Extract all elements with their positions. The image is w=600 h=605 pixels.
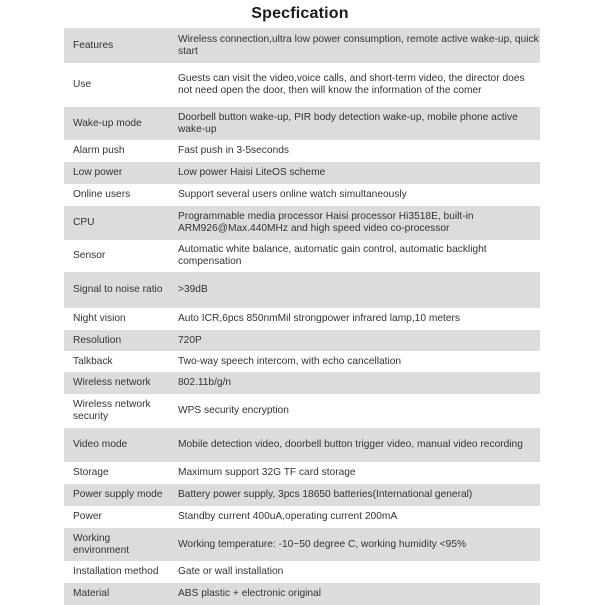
table-row [64,462,540,484]
row-label: Night vision [64,308,168,330]
table-row [64,162,540,184]
row-label: Video mode [64,428,168,462]
row-label: Storage [64,462,168,484]
table-row [64,330,540,351]
table-row [64,107,540,140]
row-label: CPU [64,206,168,240]
row-value: Support several users online watch simultaneously [168,184,540,206]
table-row [64,528,540,561]
table-row [64,484,540,506]
row-value: Gate or wall installation [168,561,540,583]
row-value: 720P [168,330,540,351]
row-value: ABS plastic + electronic original [168,583,540,605]
row-label: Power supply mode [64,484,168,506]
table-row [64,428,540,462]
table-row [64,240,540,272]
table-row [64,561,540,583]
row-value: Working temperature: -10~50 degree C, working humidity <95% [168,528,540,561]
row-value: 802.11b/g/n [168,372,540,394]
table-row [64,28,540,63]
row-label: Features [64,28,168,63]
row-label: Alarm push [64,140,168,162]
row-value: Standby current 400uA,operating current 200mA [168,506,540,528]
row-label: Online users [64,184,168,206]
row-value: Battery power supply, 3pcs 18650 batteries(International general) [168,484,540,506]
row-value: Doorbell button wake-up, PIR body detection wake-up, mobile phone active wake-up [168,107,540,140]
row-label: Wireless network [64,372,168,394]
row-label: Talkback [64,351,168,372]
row-value: >39dB [168,272,540,308]
table-row [64,206,540,240]
table-row [64,184,540,206]
row-value: Mobile detection video, doorbell button trigger video, manual video recording [168,428,540,462]
row-label: Wireless network security [64,394,168,428]
table-row [64,308,540,330]
table-row [64,351,540,372]
row-value: Automatic white balance, automatic gain control, automatic backlight compensation [168,240,540,272]
row-label: Power [64,506,168,528]
row-value: Guests can visit the video,voice calls, and short-term video, the director does not need open the door, then will know the information of the comer [168,63,540,107]
table-row [64,140,540,162]
row-value: Fast push in 3-5seconds [168,140,540,162]
row-value: Programmable media processor Haisi processor Hi3518E, built-in ARM926@Max.440MHz and high speed video co-processor [168,206,540,240]
row-value: Low power Haisi LiteOS scheme [168,162,540,184]
row-label: Signal to noise ratio [64,272,168,308]
row-label: Material [64,583,168,605]
page-title: Specfication [251,5,349,22]
row-label: Working environment [64,528,168,561]
row-label: Use [64,63,168,107]
table-row [64,372,540,394]
row-label: Sensor [64,240,168,272]
table-row [64,506,540,528]
row-label: Resolution [64,330,168,351]
row-value: Two-way speech intercom, with echo cancellation [168,351,540,372]
row-label: Installation method [64,561,168,583]
row-value: WPS security encryption [168,394,540,428]
table-row [64,63,540,107]
row-value: Auto ICR,6pcs 850nmMil strongpower infrared lamp,10 meters [168,308,540,330]
row-label: Low power [64,162,168,184]
table-row [64,394,540,428]
row-value: Maximum support 32G TF card storage [168,462,540,484]
specification-table [64,28,540,605]
table-row [64,272,540,308]
row-value: Wireless connection,ultra low power consumption, remote active wake-up, quick start [168,28,540,63]
row-label: Wake-up mode [64,107,168,140]
table-row [64,583,540,605]
